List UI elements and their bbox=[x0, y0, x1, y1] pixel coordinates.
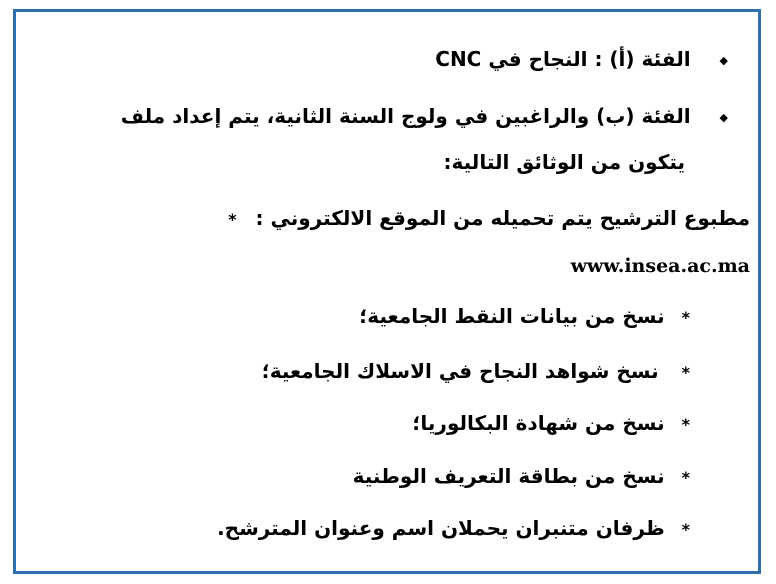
diamond-bullet-icon: ◆ bbox=[719, 53, 728, 67]
list-item-text: نسخ شواهد النجاح في الاسلاك الجامعية؛ bbox=[261, 359, 659, 383]
list-item bbox=[412, 409, 690, 439]
list-item-text: ظرفان متنبران يحملان اسم وعنوان المترشح. bbox=[217, 516, 665, 540]
star-bullet-icon: * bbox=[681, 467, 690, 487]
category-b-text-line2: يتكون من الوثائق التالية: bbox=[443, 150, 685, 174]
form-item-text: مطبوع الترشيح يتم تحميله من الموقع الالكتروني : bbox=[255, 206, 750, 230]
list-item bbox=[217, 514, 690, 544]
list-item bbox=[359, 302, 690, 332]
list-item-text: نسخ من بطاقة التعريف الوطنية bbox=[352, 464, 665, 488]
list-item-text: نسخ من شهادة البكالوريا؛ bbox=[412, 411, 665, 435]
star-bullet-icon: * bbox=[681, 414, 690, 434]
list-item bbox=[262, 357, 690, 387]
star-bullet-icon: * bbox=[228, 209, 237, 229]
star-bullet-icon: * bbox=[681, 519, 690, 539]
form-item bbox=[228, 204, 750, 234]
star-bullet-icon: * bbox=[681, 307, 690, 327]
list-item-text: نسخ من بيانات النقط الجامعية؛ bbox=[359, 304, 665, 328]
category-a-text: الفئة (أ) : النجاح في CNC bbox=[435, 47, 691, 71]
diamond-bullet-icon: ◆ bbox=[719, 110, 728, 124]
category-b-text-line1: الفئة (ب) والراغبين في ولوج السنة الثانية، يتم إعداد ملف bbox=[120, 104, 691, 128]
category-b-item bbox=[121, 102, 728, 132]
star-bullet-icon: * bbox=[681, 362, 690, 382]
category-a-item bbox=[435, 45, 728, 75]
website-url: www.insea.ac.ma bbox=[570, 255, 750, 277]
document-frame bbox=[13, 9, 761, 574]
list-item bbox=[353, 462, 690, 492]
